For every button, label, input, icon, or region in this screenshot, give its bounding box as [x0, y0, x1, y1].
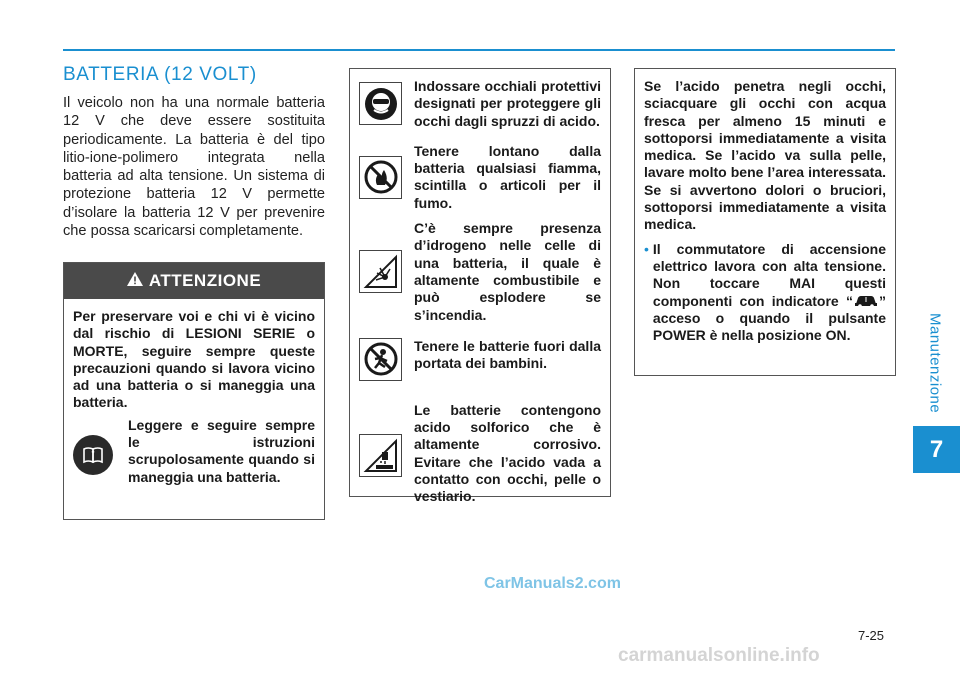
warning-manual-text: Leggere e seguire sempre le istruzioni scrupolosamente quando si maneggia una batteria. [128, 416, 315, 485]
warning-lead: Per preservare voi e chi vi è vicino dal rischio di LESIONI SERIE o MORTE, seguire sempre queste precauzioni quando si lavora vicino ad una batteria o si maneggia una batteria. [73, 308, 315, 411]
precaution-text: Tenere le batterie fuori dalla portata dei bambini. [414, 337, 601, 372]
first-aid-box [634, 68, 896, 376]
precaution-text: Indossare occhiali protettivi designati per proteggere gli occhi dagli spruzzi di acido. [414, 78, 601, 129]
precaution-row [350, 338, 610, 381]
explosion-icon [359, 250, 402, 293]
keep-children-away-icon [359, 338, 402, 381]
precautions-box [349, 68, 611, 505]
high-voltage-text-2: ” acceso o quando il pulsante POWER è nella posizione ON. [652, 292, 886, 344]
site-footer-mark: carmanualsonline.info [618, 645, 820, 666]
chapter-tab: 7 [913, 426, 960, 473]
high-voltage-text-1: Il commutatore di accensione elettrico lavora con alta tensione. Non toccare MAI questi componenti con indicatore “ [652, 240, 886, 309]
read-manual-icon [73, 435, 113, 475]
corrosive-icon [359, 434, 402, 477]
warning-header [64, 263, 324, 299]
precaution-row [350, 143, 610, 212]
section-title: BATTERIA (12 VOLT) [63, 64, 257, 85]
warning-header-label: ATTENZIONE [148, 271, 262, 290]
eye-protection-icon [359, 82, 402, 125]
precaution-text: Tenere lontano dalla batteria qualsiasi fiamma, scintilla o articoli per il fumo. [414, 142, 601, 211]
precaution-row [350, 78, 610, 130]
warning-triangle-icon [127, 272, 143, 290]
precaution-text: Le batterie contengono acido solforico che è altamente corrosivo. Evitare che l’acido vada a contatto con occhi, pelle o vestiario. [414, 401, 601, 505]
watermark: CarManuals2.com [484, 575, 621, 592]
bullet-dot: • [644, 240, 649, 257]
chapter-sidebar-label: Manutenzione [926, 312, 944, 414]
no-flame-icon [359, 156, 402, 199]
intro-paragraph: Il veicolo non ha una normale batteria 12 V che deve essere sostituita periodicamente. La batteria è del tipo litio-ione-polimero integrata nella batteria ad alta tensione. Un sistema di protezione batteria 12 V permette d’isolare la batteria 12 V per prevenire che possa scaricarsi completamente. [63, 95, 325, 240]
precaution-text: C’è sempre presenza d’idrogeno nelle celle di una batteria, il quale è altamente combustibile e può esplodere se s’incendia. [414, 220, 601, 323]
acid-first-aid-text: Se l’acido penetra negli occhi, sciacquare gli occhi con acqua fresca per almeno 15 minuti e sottoporsi immediatamente a visita medica. Se l’acido va sulla pelle, lavare molto bene l’area interessata. Se si avvertono dolori o bruciori, sottoporsi immediatamente a visita medica. [644, 78, 886, 233]
top-rule [63, 49, 895, 51]
precaution-row [350, 402, 610, 506]
precaution-row [350, 220, 610, 324]
page-number: 7-25 [858, 628, 885, 643]
high-voltage-bullet [644, 241, 886, 345]
ev-ready-indicator-icon [853, 294, 879, 308]
warning-box [63, 262, 325, 520]
